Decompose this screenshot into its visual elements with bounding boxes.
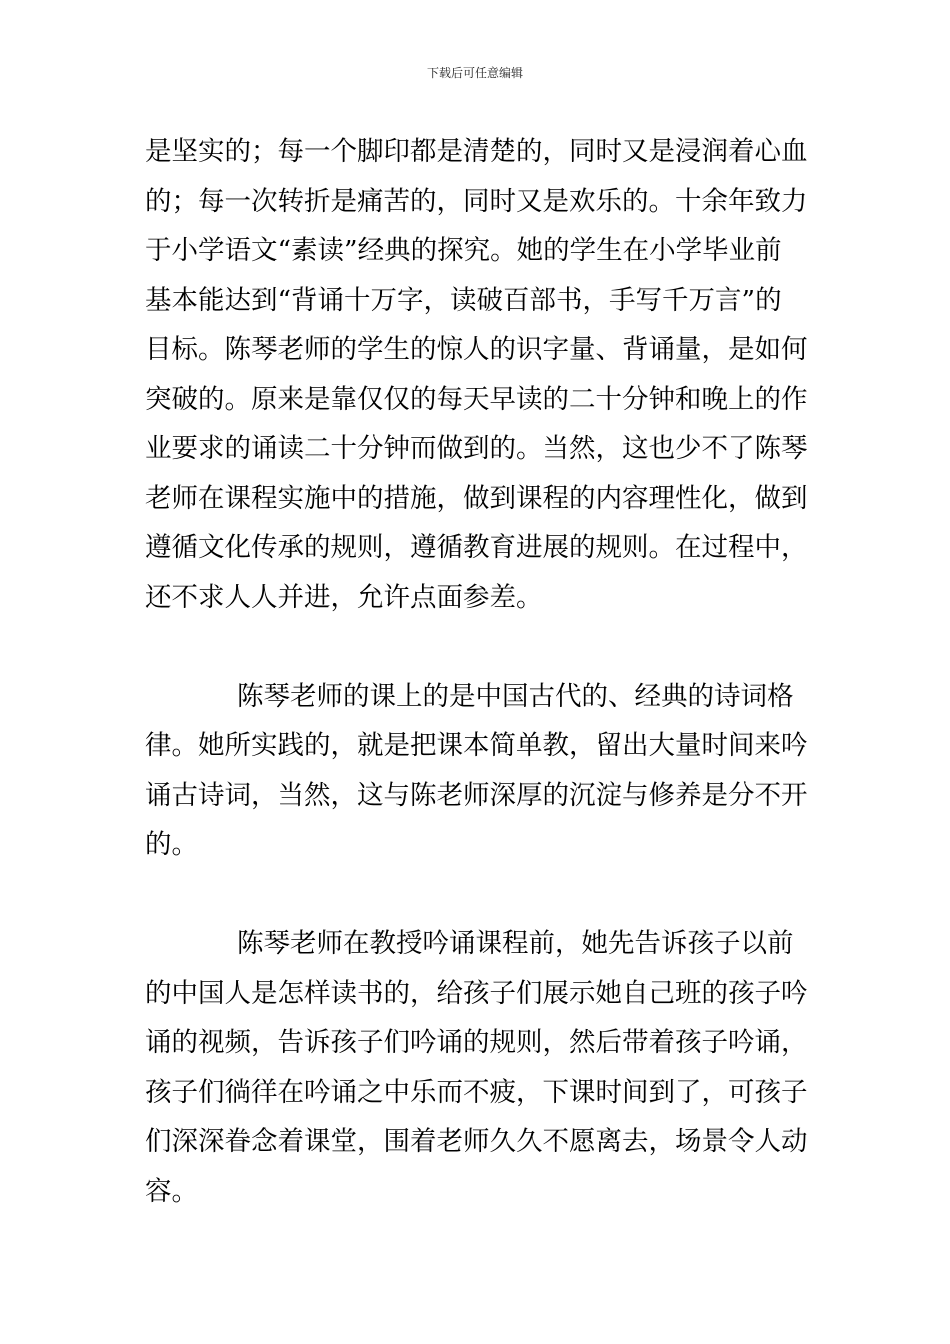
text-line: 律。她所实践的，就是把课本简单教，留出大量时间来吟 xyxy=(145,730,808,761)
text-line: 诵古诗词，当然，这与陈老师深厚的沉淀与修养是分不开 xyxy=(145,779,808,811)
text-line: 容。 xyxy=(145,1175,198,1207)
text-line: 的中国人是怎样读书的，给孩子们展示她自己班的孩子吟 xyxy=(145,977,808,1009)
text-line: 老师在课程实施中的措施，做到课程的内容理性化，做到 xyxy=(145,482,808,514)
text-line: 们深深眷念着课堂，围着老师久久不愿离去，场景令人动 xyxy=(145,1126,808,1157)
paragraph xyxy=(145,919,807,1216)
text-line: 还不求人人并进，允许点面参差。 xyxy=(145,581,543,613)
text-line: 的。 xyxy=(145,829,198,860)
paragraph-spacer xyxy=(145,870,807,920)
paragraph xyxy=(145,672,807,870)
page-header: 下载后可任意编辑 xyxy=(426,66,523,80)
text-line: 遵循文化传承的规则，遵循教育进展的规则。在过程中， xyxy=(145,532,808,563)
text-line: 陈琴老师在教授吟诵课程前，她先告诉孩子以前 xyxy=(237,928,794,959)
text-line: 业要求的诵读二十分钟而做到的。当然，这也少不了陈琴 xyxy=(145,433,808,464)
text-line: 突破的。原来是靠仅仅的每天早读的二十分钟和晚上的作 xyxy=(145,383,808,415)
text-line: 的；每一次转折是痛苦的，同时又是欢乐的。十余年致力 xyxy=(145,185,808,217)
paragraph xyxy=(145,127,807,622)
text-line: 孩子们徜徉在吟诵之中乐而不疲，下课时间到了，可孩子 xyxy=(145,1076,808,1108)
paragraph-spacer xyxy=(145,622,807,672)
text-line: 陈琴老师的课上的是中国古代的、经典的诗词格 xyxy=(237,680,794,712)
text-line: 诵的视频，告诉孩子们吟诵的规则，然后带着孩子吟诵， xyxy=(145,1027,808,1058)
document-body xyxy=(145,127,807,1216)
text-line: 是坚实的；每一个脚印都是清楚的，同时又是浸润着心血 xyxy=(145,136,808,167)
text-line: 目标。陈琴老师的学生的惊人的识字量、背诵量，是如何 xyxy=(145,334,808,365)
text-line: 基本能达到“背诵十万字，读破百部书，手写千万言”的 xyxy=(145,284,782,316)
text-line: 于小学语文“素读”经典的探究。她的学生在小学毕业前 xyxy=(145,235,782,266)
